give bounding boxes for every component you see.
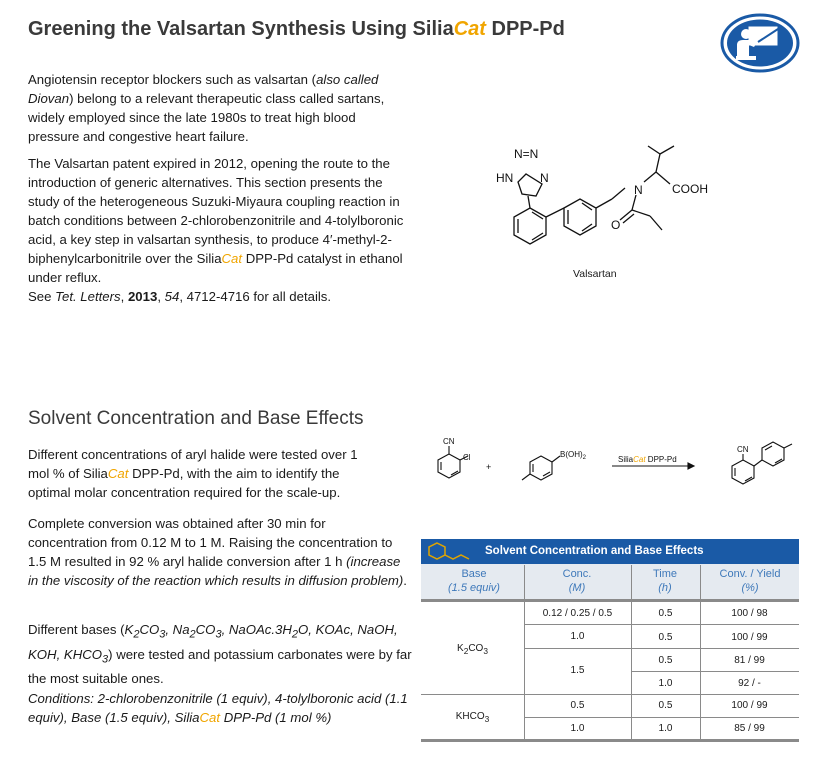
base-k2co3: $K_2CO_3$ [457,643,488,656]
svg-text:CN: CN [443,437,455,446]
svg-text:N: N [634,183,643,197]
section-paragraph-1: Different concentrations of aryl halide were tested over 1 mol % of SiliaCat DPP-Pd, with the aim to identify the optimal molar concentration required for the scale-up. [28,447,358,500]
table-cell: 0.5 [570,700,585,711]
table-cell: 100 / 99 [731,632,768,643]
intro-paragraph-1: Angiotensin receptor blockers such as valsartan (also called Diovan) belong to a relevant therapeutic class called sartans, widely employed since the late 1980s to treat high blood pressure and congestive heart failure. [28,72,385,144]
table-cell: 1.0 [570,723,585,734]
table-cell: 85 / 99 [734,723,765,734]
svg-text:+: + [486,462,492,472]
page-title: Greening the Valsartan Synthesis Using SiliaCat DPP-Pd [28,18,565,40]
section-paragraph-3: Different bases ($K_2CO_3$, $Na_2CO_3$, $NaOAc.3H_2O$, KOAc, NaOH, KOH, $KHCO_3$) were tested and potassium carbonates were by far the most suitable ones. [28,622,412,687]
svg-text:CN: CN [737,445,749,454]
table-cell: 0.5 [658,700,673,711]
valsartan-structure [490,140,730,270]
base-khco3: $KHCO_3$ [455,711,490,724]
svg-text:HN: HN [496,171,514,185]
table-cell: 81 / 99 [734,655,765,666]
svg-text:Cl: Cl [463,453,471,462]
table-cell: 100 / 98 [731,608,768,619]
table-cell: 1.0 [570,631,585,642]
teacher-presentation-icon [718,12,802,74]
reference-line: See Tet. Letters, 2013, 54, 4712-4716 for all details. [28,289,332,304]
intro-paragraph-2: The Valsartan patent expired in 2012, opening the route to the introduction of generic alternatives. This section presents the study of the heterogeneous Suzuki-Miyaura coupling reaction in batch conditions between 2-chlorobenzonitrile and 4-tolylboronic acid, a key step in valsartan synthesis, to produce 4′-methyl-2-biphenylcarbonitrile over the SiliaCat DPP-Pd catalyst in ethanol under reflux. See Tet. Letters, 2013, 54, 4712-4716 for all details. [28,154,413,306]
table-title-bar: Solvent Concentration and Base Effects [421,539,799,564]
table-cell: 1.0 [658,723,673,734]
results-table [421,539,799,734]
col-header-time: Time (h) [652,568,678,594]
table-cell: 0.5 [658,608,673,619]
svg-text:B(OH)2: $B(OH)_2$ [560,450,587,461]
table-cell: 0.5 [658,655,673,666]
table-cell: 0.5 [658,632,673,643]
section-paragraph-2: Complete conversion was obtained after 30 min for concentration from 0.12 M to 1 M. Raising the concentration to 1.5 M resulted in 92 % aryl halide conversion after 1 h (increase in the viscosity of the reaction which results in diffusion problem). [28,516,407,588]
conditions-paragraph: Conditions: 2-chlorobenzonitrile (1 equiv), 4-tolylboronic acid (1.1 equiv), Base (1.5 equiv), SiliaCat DPP-Pd (1 mol %) [28,691,408,725]
svg-text:SiliaCat DPP-Pd: SiliaCat DPP-Pd [618,455,677,464]
col-header-base: Base (1.5 equiv) [448,568,500,594]
col-header-conc: Conc. (M) [562,568,592,594]
reaction-scheme [420,432,810,502]
section-title: Solvent Concentration and Base Effects [28,408,364,429]
valsartan-caption: Valsartan [573,268,617,280]
table-cell: 1.5 [570,665,585,676]
svg-text:O: O [611,218,621,232]
table-cell: 100 / 99 [731,700,768,711]
molecule-logo-icon [425,539,481,564]
svg-text:N: N [540,171,549,185]
table-cell: 92 / - [738,678,761,689]
svg-text:COOH: COOH [672,182,708,196]
table-cell: 1.0 [658,678,673,689]
svg-text:N=N: N=N [514,147,539,161]
table-cell: 0.12 / 0.25 / 0.5 [542,608,613,619]
table-header-row [421,564,799,599]
col-header-yield: Conv. / Yield (%) [719,568,781,594]
